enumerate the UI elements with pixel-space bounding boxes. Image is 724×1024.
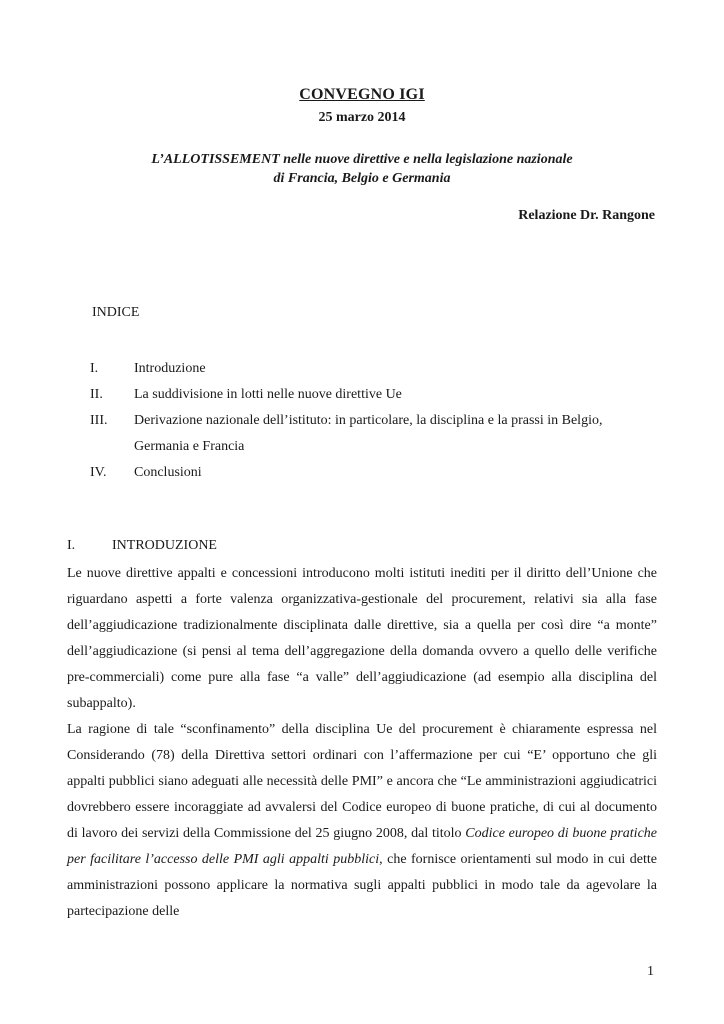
toc-item-text: La suddivisione in lotti nelle nuove direttive Ue — [134, 387, 402, 402]
toc-item — [90, 356, 660, 382]
body-paragraph: Le nuove direttive appalti e concessioni introducono molti istituti inediti per il diritto dell’Unione che riguardano aspetti a forte valenza organizzativa-gestionale del procurement, relativi sia alla fase dell’aggiudicazione tradizionalmente disciplinata dalle direttive, sia a quella per così dire “a monte” dell’aggiudicazione (si pensi al tema dell’aggregazione della domanda ovvero a quello delle verifiche pre-commerciali) come pure alla fase “a valle” dell’aggiudicazione (ad esempio alla disciplina del subappalto). — [67, 566, 657, 711]
toc-item-number: II. — [90, 387, 103, 402]
section-title: INTRODUZIONE — [112, 538, 217, 553]
toc-item-number: III. — [90, 413, 108, 428]
author-line: Relazione Dr. Rangone — [518, 208, 655, 223]
document-title: CONVEGNO IGI — [299, 86, 425, 103]
toc-item — [90, 408, 660, 460]
subtitle-line1-rest: nelle nuove direttive e nella legislazione nazionale — [279, 152, 573, 167]
subtitle-line2: di Francia, Belgio e Germania — [273, 171, 451, 186]
toc-item-text: Derivazione nazionale dell’istituto: in particolare, la disciplina e la prassi in Belgio, Germania e Francia — [134, 413, 603, 454]
toc-item-text: Introduzione — [134, 361, 206, 376]
body-paragraph — [67, 717, 657, 925]
section-number: I. — [67, 538, 76, 553]
toc-item-text: Conclusioni — [134, 465, 202, 480]
toc-item — [90, 382, 660, 408]
document-date: 25 marzo 2014 — [318, 110, 406, 125]
italic-title: Codice europeo di buone pratiche per facilitare l’accesso delle PMI agli appalti pubblici — [67, 826, 657, 867]
section-body — [67, 561, 657, 925]
toc-item-number: I. — [90, 361, 99, 376]
subtitle-keyword: L’ALLOTISSEMENT — [151, 152, 280, 167]
table-of-contents — [90, 356, 660, 486]
page-number: 1 — [647, 964, 654, 979]
document-subtitle — [0, 150, 724, 188]
index-heading: INDICE — [92, 305, 140, 320]
toc-item — [90, 460, 660, 486]
paragraph-text: , che fornisce orientamenti sul modo in cui dette amministrazioni possono applicare la normativa sugli appalti pubblici in modo tale da agevolare la partecipazione delle — [67, 852, 657, 919]
section-heading — [67, 538, 217, 554]
paragraph-text: La ragione di tale “sconfinamento” della disciplina Ue del procurement è chiaramente espressa nel Considerando (78) della Direttiva settori ordinari con l’affermazione per cui “E’ opportuno che gli appalti pubblici siano adeguati alle necessità delle PMI” e ancora che “Le amministrazioni aggiudicatrici dovrebbero essere incoraggiate ad avvalersi del Codice europeo di buone pratiche, di cui al documento di lavoro dei servizi della Commissione del 25 giugno 2008, dal titolo — [67, 722, 657, 841]
toc-item-number: IV. — [90, 465, 107, 480]
